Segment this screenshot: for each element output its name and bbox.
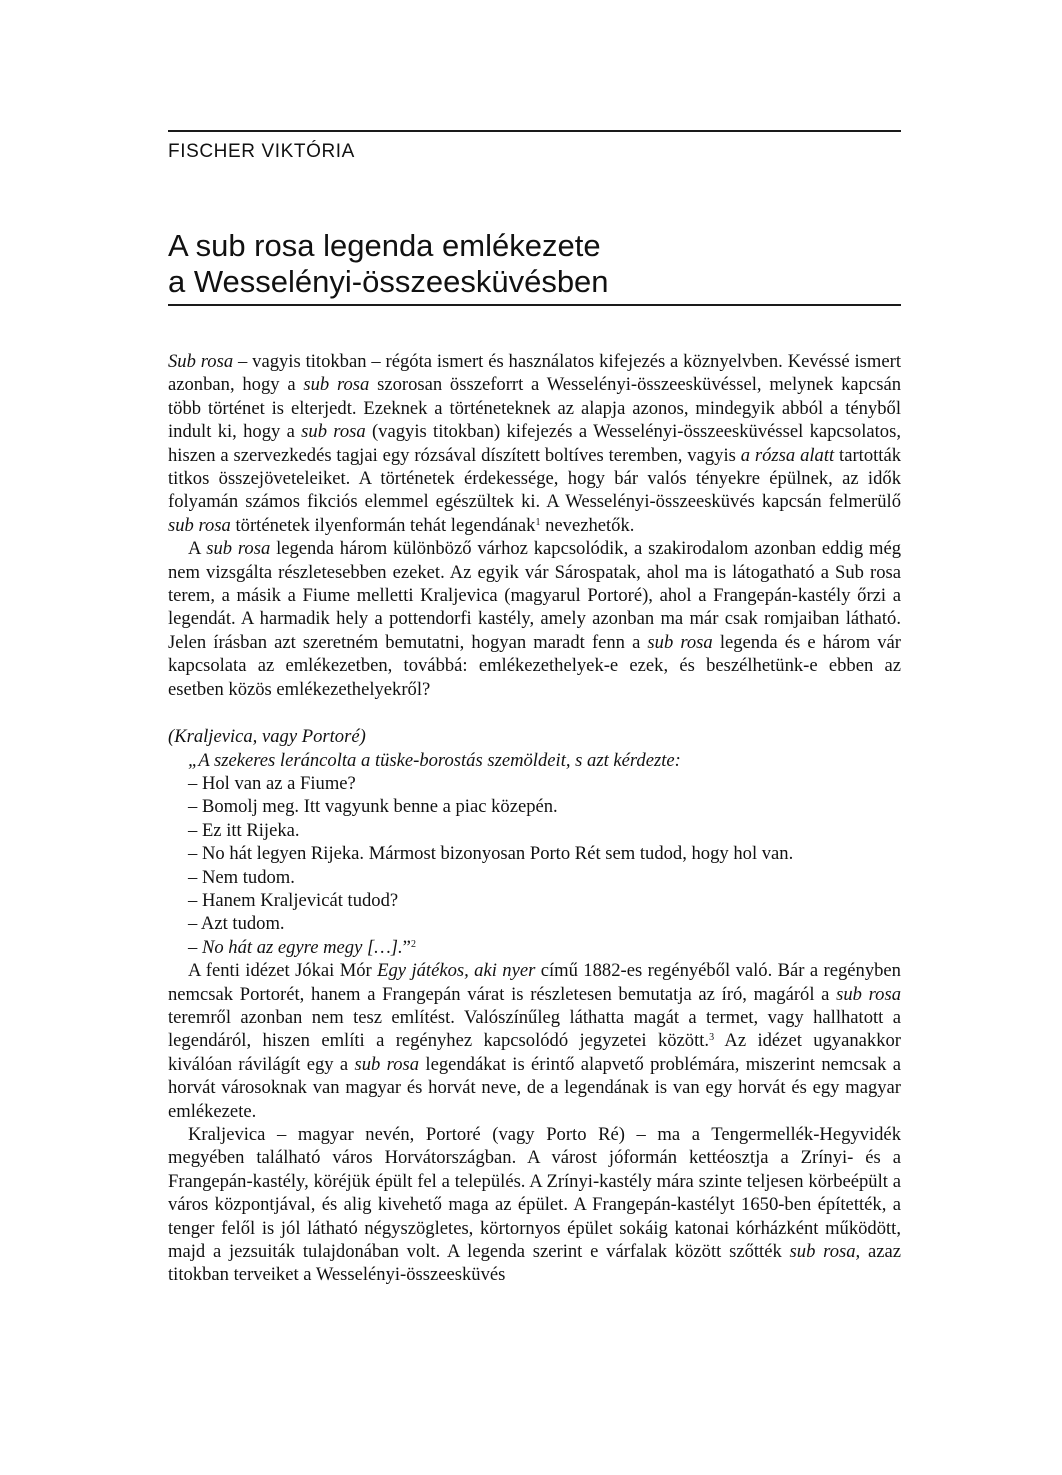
italic-run: Egy játékos, aki nyer bbox=[377, 960, 536, 982]
text-run: legenda és e három vár kapcsolata az emlékezetben, továbbá: emlékezethelyek-e ezek, és beszélhetünk-e ebben az esetben közös emlékezethelyekről? bbox=[168, 631, 901, 700]
title-rule bbox=[168, 304, 901, 306]
italic-run: Sub rosa bbox=[168, 351, 234, 372]
text-run: azaz titokban terveiket a Wesselényi-összeesküvés bbox=[168, 1241, 901, 1286]
text-run: történetek ilyenformán tehát legendának bbox=[230, 514, 536, 536]
quote-closing bbox=[168, 936, 901, 959]
title-line-1: A sub rosa legenda emlékezete bbox=[168, 228, 601, 263]
paragraph-2 bbox=[168, 537, 901, 701]
italic-run: sub rosa bbox=[647, 631, 713, 653]
dialogue-line: – Azt tudom. bbox=[188, 913, 285, 935]
italic-run: – No hát az egyre megy […]. bbox=[188, 936, 403, 958]
text-run: szorosan összeforrt a Wesselényi-összeesküvéssel, melynek kapcsán több történet is elterjedt. Ezeknek a történeteknek az alapja azonos, mindegyik abból a tényből indult ki, hogy a bbox=[168, 374, 901, 443]
footnote-marker: 3 bbox=[709, 1032, 715, 1044]
italic-run: sub rosa bbox=[836, 983, 901, 1005]
text-run: Kraljevica – magyar nevén, Portoré (vagy Porto Ré) – ma a Tengermellék-Hegyvidék megyében található város Horvátországban. A várost jóformán kettéosztja a Zrínyi- és a Frangepán-kastély, köréjük épült fel a település. A Zrínyi-kastély mára szinte teljesen körbeépült a város központjával, és alig kivehető maga az épület. A Frangepán-kastélyt 1650-ben építették, a tenger felől is jól látható négyszögletes, körtornyos épület sokáig katonai kórházként működött, majd a jezsuiták tulajdonában volt. A legenda szerint e várfalak között szőtték bbox=[168, 1124, 901, 1263]
text-run: című 1882-es regényéből való. Bár a regényben nemcsak Portorét, hanem a Frangepán várat is részletesen bemutatja az író, magáról a bbox=[168, 960, 901, 1005]
italic-run: sub rosa bbox=[206, 538, 271, 560]
header-rule bbox=[168, 130, 901, 132]
dialogue-line: – No hát legyen Rijeka. Mármost bizonyosan Porto Rét sem tudod, hogy hol van. bbox=[188, 843, 794, 865]
italic-run: sub rosa bbox=[354, 1053, 420, 1075]
text-run: nevezhetők. bbox=[540, 514, 635, 536]
text-run: ” bbox=[402, 936, 411, 958]
dialogue-line: – Hanem Kraljevicát tudod? bbox=[188, 889, 399, 911]
dialogue-line: – Hol van az a Fiume? bbox=[188, 772, 356, 794]
article-body bbox=[168, 350, 901, 1287]
text-run: – vagyis titokban – régóta ismert és használatos kifejezés a köznyelvben. Kevéssé ismert azonban, hogy a bbox=[168, 351, 901, 396]
paragraph-4 bbox=[168, 1123, 901, 1287]
text-run: A fenti idézet Jókai Mór bbox=[188, 960, 378, 982]
paragraph-3 bbox=[168, 959, 901, 1123]
footnote-marker: 2 bbox=[410, 938, 416, 950]
text-run: tartották titkos összejöveteleiket. A történetek érdekessége, hogy bár valós tényekre épülnek, az idők folyamán számos fikciós elemmel egészültek ki. A Wesselényi-összeesküvés kapcsán felmerülő bbox=[168, 444, 901, 513]
text-run: A bbox=[188, 538, 207, 560]
dialogue-line: – Ez itt Rijeka. bbox=[188, 819, 300, 841]
quote-opening: „A szekeres leráncolta a tüske-borostás szemöldeit, s azt kérdezte: bbox=[188, 749, 681, 771]
text-run: teremről azonban nem tesz említést. Valószínűleg láthatta magát a termet, vagy hallhatott a legendáról, hiszen említi a regényhez kapcsolódó jegyzetei között. bbox=[168, 1006, 901, 1052]
italic-run: sub rosa bbox=[168, 514, 231, 536]
footnote-marker: 1 bbox=[535, 516, 541, 528]
italic-run: sub rosa bbox=[301, 421, 366, 443]
italic-run: sub rosa, bbox=[789, 1241, 861, 1263]
text-run: (vagyis titokban) kifejezés a Wesselényi-összeesküvéssel kapcsolatos, hiszen a szervezkedés tagjai egy rózsával díszített boltíves teremben, vagyis bbox=[168, 421, 901, 466]
dialogue-lines bbox=[168, 772, 901, 936]
dialogue-line: – Bomolj meg. Itt vagyunk benne a piac közepén. bbox=[188, 796, 558, 818]
italic-run: sub rosa bbox=[303, 374, 370, 396]
italic-run: a rózsa alatt bbox=[740, 444, 835, 466]
section-heading: (Kraljevica, vagy Portoré) bbox=[168, 726, 366, 748]
paragraph-1 bbox=[168, 350, 901, 537]
text-run: legenda három különböző várhoz kapcsolódik, a szakirodalom azonban eddig még nem vizsgálta részletesebben ezeket. Az egyik vár Sárospatak, ahol ma is látogatható a Sub rosa terem, a másik a Fiume melletti Kraljevica (magyarul Portoré), ahol a Frangepán-kastély őrzi a legendát. A harmadik hely a pottendorfi kastély, amely azonban ma már csak romjaiban látható. Jelen írásban azt szeretném bemutatni, hogyan maradt fenn a bbox=[168, 538, 901, 653]
dialogue-line: – Nem tudom. bbox=[188, 866, 295, 888]
author-name: FISCHER VIKTÓRIA bbox=[168, 141, 355, 162]
article-title bbox=[168, 228, 901, 300]
title-line-2: a Wesselényi-összeesküvésben bbox=[168, 264, 609, 299]
text-run: legendákat is érintő alapvető problémára, miszerint nemcsak a horvát városoknak van magyar és horvát neve, de a legendának is van egy horvát és egy magyar emlékezete. bbox=[168, 1053, 901, 1122]
text-run: Az idézet ugyanakkor kiválóan rávilágít egy a bbox=[168, 1030, 901, 1075]
